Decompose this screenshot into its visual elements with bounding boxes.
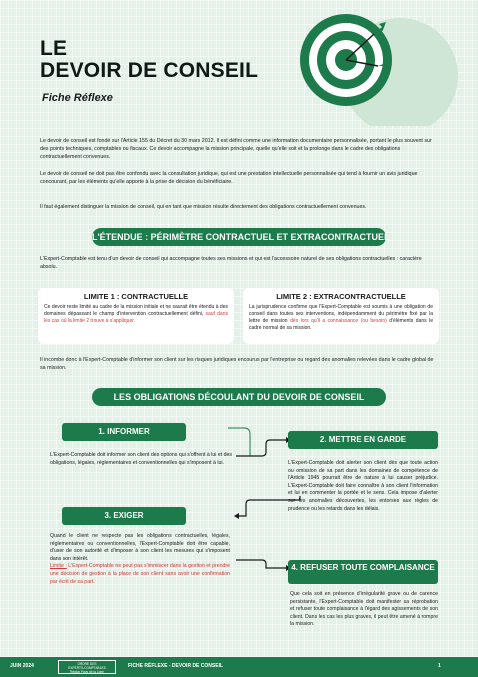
footer-bar <box>0 657 478 677</box>
title-line-2: DEVOIR DE CONSEIL <box>40 59 259 82</box>
footer-logo: ORDRE DES EXPERTS-COMPTABLES Région Pays de la Loire <box>58 660 116 674</box>
obligation-2-text: L'Expert-Comptable doit alerter son client dès que toute action ou omission de sa part dans les domaines de compétence de l'Article 1945 pourrait être de nature à lui causer préjudice. L'Expert-Comptable doit faire connaître à son client l'information et lui en commenter la portée et le sens. Cela impose d'alerter sur les anomalies découvertes, les entorses aux règles de prudence ou les retards dans les délais. <box>288 460 438 512</box>
obligation-1-text: L'Expert-Comptable doit informer son client des options qui s'offrent à lui et des obligations, légales, réglementaires et conventionnelles qui s'imposent à lui. <box>50 452 232 466</box>
section-heading-obligations: LES OBLIGATIONS DÉCOULANT DU DEVOIR DE CONSEIL <box>92 388 386 406</box>
footer-document-name: FICHE RÉFLEXE - DEVOIR DE CONSEIL <box>128 663 224 669</box>
page-subtitle: Fiche Réflexe <box>42 92 113 104</box>
footer-date: JUIN 2024 <box>10 663 34 669</box>
section-heading-scope: L'ÉTENDUE : PÉRIMÈTRE CONTRACTUEL ET EXTRACONTRACTUEL <box>92 228 386 246</box>
obligation-2-title: 2. METTRE EN GARDE <box>288 431 438 449</box>
limit-2-text: La jurisprudence confirme que l'Expert-Comptable est soumis à une obligation de conseil dans toutes ses interventions, indépendamment du périmètre fixé par la lettre de mission dès lors qu'il a connaissance (ou besoin) d'éléments dans le cadre normal de sa mission. <box>249 304 433 331</box>
obligation-3-text: Quand le client ne respecte pas les obligations contractuelles, légales, réglementaires ou conventionnelles, l'Expert-Comptable doit être capable, d'user de son autorité et d'imposer à son client les mesures qui s'imposent dans son intérêt. Limite : L'Expert-Comptable ne peut pas s'immiscer dans la gestion et prendre une décision de gestion à la place de son client sans avoir une confirmation par écrit de sa part. <box>50 533 230 585</box>
title-line-1: LE <box>40 37 68 60</box>
scope-lead: L'Expert-Comptable est tenu d'un devoir de conseil qui accompagne toutes ses missions et qui est l'accessoire naturel de ses obligations contractuelles : caractère absolu. <box>40 256 422 270</box>
limit-1-text: Ce devoir reste limité au cadre de la mission initiale et ne saurait être étendu à des domaines dépassant le champ d'intervention contractuellement défini, sauf dans les cas où la limite 2 trouve à s'appliquer. <box>44 304 228 324</box>
intro-paragraph-1: Le devoir de conseil est fondé sur l'Article 155 du Décret du 30 mars 2012. Il est défini comme une information documentaire personnalisée, portant le plus souvent sur des points techniques, comptables ou fiscaux. Ce devoir accompagne la mission principale, quelle qu'elle soit et la prolonge dans le cadre des obligations contractuellement convenues. <box>40 138 432 160</box>
obligation-1-title: 1. INFORMER <box>62 423 186 441</box>
limit-2-title: LIMITE 2 : EXTRACONTRACTUELLE <box>276 292 406 301</box>
obligation-3-limit: Limite : L'Expert-Comptable ne peut pas s'immiscer dans la gestion et prendre une décision de gestion à la place de son client sans avoir une confirmation par écrit de sa part. <box>50 563 230 585</box>
obligation-4-title: 4. REFUSER TOUTE COMPLAISANCE <box>288 560 438 584</box>
obligation-3-title: 3. EXIGER <box>62 507 186 525</box>
obligation-4-text: Que cela soit en présence d'irrégularité grave ou de carence persistante, l'Expert-Comptable doit manifester sa réprobation et refuser toute complaisance à l'égard des agissements de son client. Dans les cas les plus graves, il peut être amené à rompre la mission. <box>290 591 438 628</box>
limit-1-title: LIMITE 1 : CONTRACTUELLE <box>83 292 189 301</box>
footer-page-number: 1 <box>438 663 441 669</box>
intro-paragraph-3: Il faut également distinguer la mission de conseil, qui en tant que mission résulte directement des obligations contractuellement convenues. <box>40 204 367 210</box>
intro-paragraph-2: Le devoir de conseil ne doit pas être confondu avec la consultation juridique, qui est une prestation intellectuelle personnalisée qui tend à fournir un avis juridique concourant, par les éléments qu'elle apporte à la prise de décision du bénéficiaire. <box>40 171 418 185</box>
scope-closing: Il incombe donc à l'Expert-Comptable d'informer son client sur les risques juridiques encourus par l'entreprise ou regard des anomalies relevées dans le cadre global de sa mission. <box>40 357 434 371</box>
